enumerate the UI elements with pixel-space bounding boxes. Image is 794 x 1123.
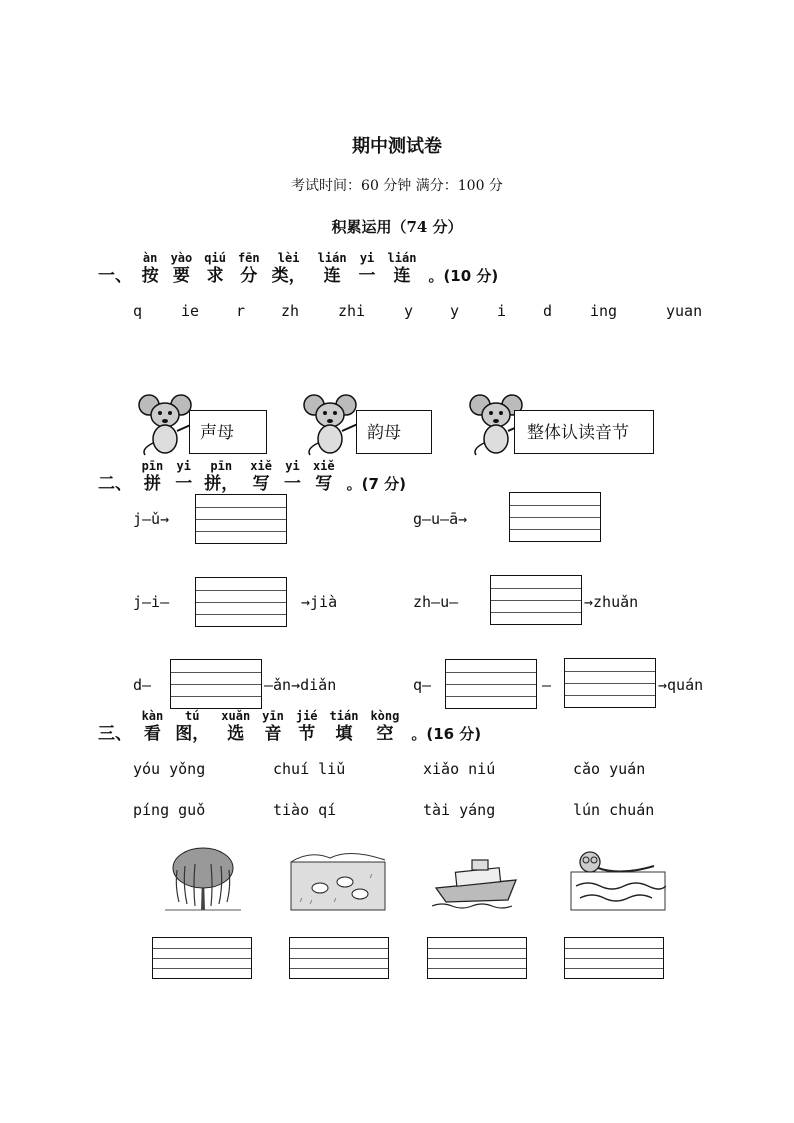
ship-icon xyxy=(428,842,524,912)
spell-chain: g—u—ā→ xyxy=(413,510,468,528)
q1-score: 。(10 分) xyxy=(428,267,499,285)
q2-char: yi 一 xyxy=(175,459,193,494)
q1-char: lián 连 xyxy=(317,251,347,286)
q1-char: qiú 求 xyxy=(204,251,226,286)
syllable-option[interactable]: xiǎo niú xyxy=(423,760,496,778)
syllable[interactable]: d xyxy=(543,302,553,320)
syllable-option[interactable]: cǎo yuán xyxy=(573,760,646,778)
q2-score: 。(7 分) xyxy=(346,475,407,493)
spell-join: — xyxy=(542,676,552,694)
q3-heading xyxy=(98,710,481,745)
part-heading: 积累运用（74 分） xyxy=(331,218,463,236)
syllable-option[interactable]: lún chuán xyxy=(573,801,655,819)
q3-char: tián 填 xyxy=(329,709,359,744)
exam-info: 考试时间：60 分钟 满分：100 分 xyxy=(291,178,503,194)
answer-grid[interactable] xyxy=(427,937,527,979)
syllable[interactable]: i xyxy=(497,302,507,320)
writing-grid[interactable] xyxy=(564,658,656,708)
spell-result: →jià xyxy=(301,593,338,611)
writing-grid[interactable] xyxy=(445,659,537,709)
mouse-icon xyxy=(135,393,197,457)
writing-grid[interactable] xyxy=(509,492,601,542)
spell-result: —ǎn→diǎn xyxy=(264,676,337,694)
syllable[interactable]: q xyxy=(133,302,143,320)
q3-char: jié 节 xyxy=(295,709,318,744)
page-title: 期中测试卷 xyxy=(352,136,442,157)
category-box-final[interactable]: 韵母 xyxy=(356,410,432,454)
q2-char: xiě 写 xyxy=(250,459,272,494)
q2-char: yi 一 xyxy=(283,459,301,494)
q2-number: 二、 xyxy=(98,474,132,494)
q3-number: 三、 xyxy=(98,724,132,744)
syllable[interactable]: y xyxy=(404,302,414,320)
answer-grid[interactable] xyxy=(289,937,389,979)
syllable[interactable]: y xyxy=(450,302,460,320)
spell-result: →zhuǎn xyxy=(584,593,639,611)
spell-chain: j—i— xyxy=(133,593,170,611)
q3-char: tú 图， xyxy=(175,709,210,744)
syllable[interactable]: ie xyxy=(181,302,200,320)
q2-char: pīn 拼 xyxy=(141,459,164,494)
q3-char: yīn 音 xyxy=(262,709,284,744)
q1-char: lèi 类， xyxy=(271,251,306,286)
spell-chain: j—ǔ→ xyxy=(133,510,170,528)
category-box-initial[interactable]: 声母 xyxy=(189,410,267,454)
q2-heading xyxy=(98,460,406,495)
spell-chain: q— xyxy=(413,676,432,694)
syllable-option[interactable]: tiào qí xyxy=(273,801,337,819)
spell-result: →quán xyxy=(658,676,704,694)
writing-grid[interactable] xyxy=(195,577,287,627)
syllable-option[interactable]: chuí liǔ xyxy=(273,760,346,778)
syllable[interactable]: yuan xyxy=(666,302,703,320)
answer-grid[interactable] xyxy=(152,937,252,979)
mouse-icon xyxy=(300,393,362,457)
writing-grid[interactable] xyxy=(170,659,262,709)
syllable-option[interactable]: yóu yǒng xyxy=(133,760,206,778)
q2-char: xiě 写 xyxy=(312,459,335,494)
q1-heading xyxy=(98,252,498,287)
q3-score: 。(16 分) xyxy=(411,725,482,743)
spell-chain: zh—u— xyxy=(413,593,459,611)
category-box-whole-syllable[interactable]: 整体认读音节 xyxy=(514,410,654,454)
grassland-sheep-icon xyxy=(290,842,386,912)
q3-char: kòng 空 xyxy=(370,709,400,744)
q1-char: lián 连 xyxy=(387,251,417,286)
writing-grid[interactable] xyxy=(195,494,287,544)
syllable[interactable]: zh xyxy=(281,302,300,320)
willow-tree-icon xyxy=(155,842,251,912)
swimming-icon xyxy=(570,842,666,912)
q1-char: fēn 分 xyxy=(237,251,260,286)
q2-char: pīn 拼， xyxy=(204,459,239,494)
syllable[interactable]: r xyxy=(236,302,246,320)
q1-char: yi 一 xyxy=(358,251,376,286)
answer-grid[interactable] xyxy=(564,937,664,979)
spell-chain: d— xyxy=(133,676,152,694)
q1-number: 一、 xyxy=(98,266,132,286)
syllable-option[interactable]: píng guǒ xyxy=(133,801,206,819)
q3-char: kàn 看 xyxy=(141,709,164,744)
q3-char: xuǎn 选 xyxy=(221,709,251,744)
writing-grid[interactable] xyxy=(490,575,582,625)
syllable[interactable]: zhi xyxy=(338,302,366,320)
syllable[interactable]: ing xyxy=(590,302,618,320)
q1-char: àn 按 xyxy=(141,251,159,286)
syllable-option[interactable]: tài yáng xyxy=(423,801,496,819)
q1-char: yào 要 xyxy=(170,251,193,286)
